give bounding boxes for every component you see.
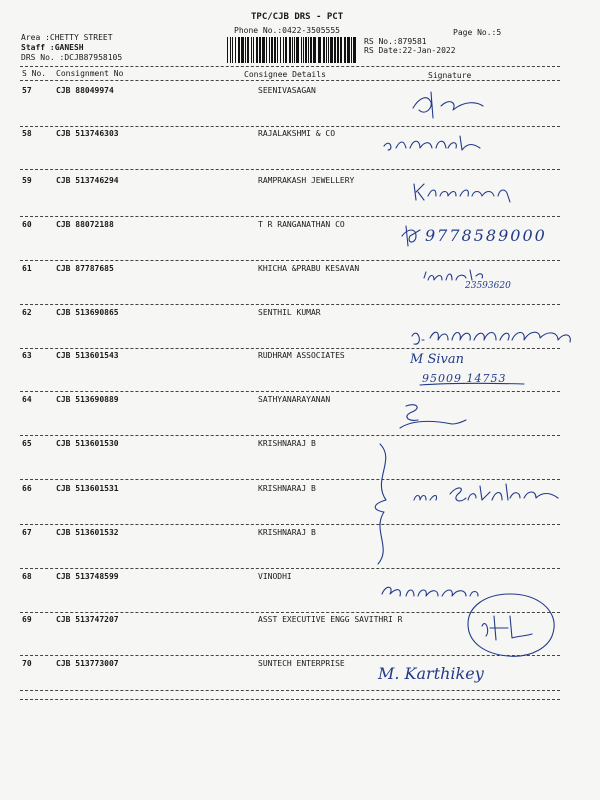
row-consignee: SEENIVASAGAN bbox=[258, 86, 316, 95]
barcode bbox=[227, 37, 357, 63]
row-divider bbox=[20, 391, 560, 392]
row-consignment: CJB 513601543 bbox=[56, 351, 119, 360]
signature-58 bbox=[380, 130, 490, 156]
staff-label: Staff :GANESH bbox=[21, 43, 84, 52]
footer-rule bbox=[20, 690, 560, 691]
row-consignment: CJB 513690889 bbox=[56, 395, 119, 404]
row-consignee: RAJALAKSHMI & CO bbox=[258, 129, 336, 138]
signature-62 bbox=[408, 322, 578, 352]
row-consignment: CJB 88049974 bbox=[56, 86, 114, 95]
row-divider bbox=[20, 216, 560, 217]
row-consignment: CJB 513601530 bbox=[56, 439, 119, 448]
row-consignment: CJB 513690865 bbox=[56, 308, 119, 317]
phone-number: Phone No.:0422-3505555 bbox=[234, 26, 340, 35]
row-divider bbox=[20, 304, 560, 305]
row-sno: 59 bbox=[22, 176, 32, 185]
signature-60-phone: 9778589000 bbox=[425, 226, 547, 245]
header-rule-top bbox=[20, 66, 560, 67]
row-sno: 65 bbox=[22, 439, 32, 448]
row-divider bbox=[20, 568, 560, 569]
row-consignment: CJB 513747207 bbox=[56, 615, 119, 624]
row-consignment: CJB 513746303 bbox=[56, 129, 119, 138]
row-divider bbox=[20, 524, 560, 525]
row-consignment: CJB 513601532 bbox=[56, 528, 119, 537]
row-consignment: CJB 513748599 bbox=[56, 572, 119, 581]
sheet-title: TPC/CJB DRS - PCT bbox=[251, 12, 344, 22]
signature-61-number: 23593620 bbox=[465, 281, 511, 291]
row-sno: 57 bbox=[22, 86, 32, 95]
row-sno: 70 bbox=[22, 659, 32, 668]
row-consignee: KRISHNARAJ B bbox=[258, 528, 316, 537]
col-sno: S No. bbox=[22, 69, 47, 78]
row-consignee: SATHYANARAYANAN bbox=[258, 395, 331, 404]
signature-66 bbox=[410, 478, 570, 508]
row-consignee: RAMPRAKASH JEWELLERY bbox=[258, 176, 355, 185]
row-consignee: RUDHRAM ASSOCIATES bbox=[258, 351, 345, 360]
row-divider bbox=[20, 260, 560, 261]
signature-69-stamp bbox=[460, 588, 560, 662]
row-consignee: KHICHA &PRABU KESAVAN bbox=[258, 264, 360, 273]
row-consignment: CJB 87787685 bbox=[56, 264, 114, 273]
row-sno: 69 bbox=[22, 615, 32, 624]
col-consignee: Consignee Details bbox=[244, 70, 326, 79]
area-label: Area :CHETTY STREET bbox=[21, 33, 113, 42]
row-divider bbox=[20, 126, 560, 127]
row-consignee: T R RANGANATHAN CO bbox=[258, 220, 345, 229]
row-consignment: CJB 513773007 bbox=[56, 659, 119, 668]
row-sno: 60 bbox=[22, 220, 32, 229]
row-sno: 66 bbox=[22, 484, 32, 493]
rs-date: RS Date:22-Jan-2022 bbox=[364, 46, 456, 55]
row-consignment: CJB 513746294 bbox=[56, 176, 119, 185]
row-consignee: VINODHI bbox=[258, 572, 292, 581]
row-consignee: KRISHNARAJ B bbox=[258, 439, 316, 448]
row-consignee: ASST EXECUTIVE ENGG SAVITHRI R bbox=[258, 615, 403, 624]
signature-59 bbox=[410, 178, 530, 206]
row-sno: 58 bbox=[22, 129, 32, 138]
row-divider bbox=[20, 435, 560, 436]
row-sno: 62 bbox=[22, 308, 32, 317]
row-consignee: SENTHIL KUMAR bbox=[258, 308, 321, 317]
row-divider bbox=[20, 699, 560, 700]
row-sno: 68 bbox=[22, 572, 32, 581]
row-consignment: CJB 88072188 bbox=[56, 220, 114, 229]
row-consignee: KRISHNARAJ B bbox=[258, 484, 316, 493]
signature-70: M. Karthikey bbox=[378, 664, 484, 683]
signature-63-name: M Sivan bbox=[410, 352, 464, 367]
rs-number: RS No.:879581 bbox=[364, 37, 427, 46]
signature-bracket-65-67 bbox=[368, 440, 398, 568]
header-rule-bottom bbox=[20, 80, 560, 81]
col-signature: Signature bbox=[428, 71, 472, 80]
drs-number: DRS No. :DCJB87958105 bbox=[21, 53, 123, 62]
page-number: Page No.:5 bbox=[453, 28, 502, 37]
signature-63-phone: 95009 14753 bbox=[422, 372, 507, 385]
row-sno: 63 bbox=[22, 351, 32, 360]
col-consignment: Consignment No bbox=[56, 69, 124, 78]
row-consignment: CJB 513601531 bbox=[56, 484, 119, 493]
row-consignee: SUNTECH ENTERPRISE bbox=[258, 659, 345, 668]
row-sno: 64 bbox=[22, 395, 32, 404]
row-divider bbox=[20, 169, 560, 170]
row-sno: 67 bbox=[22, 528, 32, 537]
signature-57 bbox=[405, 88, 495, 124]
signature-64 bbox=[392, 400, 472, 434]
row-sno: 61 bbox=[22, 264, 32, 273]
signature-63-underline bbox=[418, 380, 528, 388]
